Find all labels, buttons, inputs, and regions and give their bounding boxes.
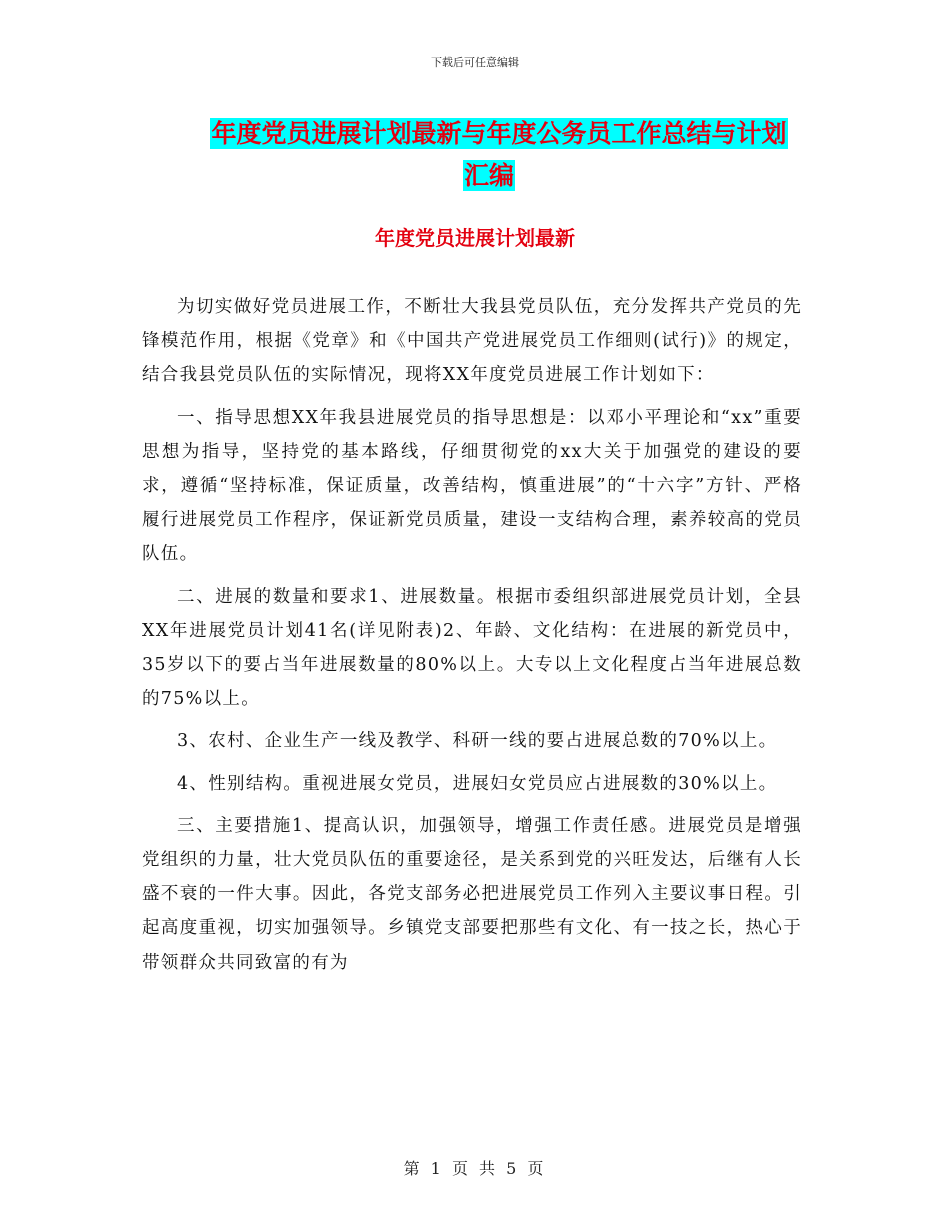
paragraph: 3、农村、企业生产一线及教学、科研一线的要占进展总数的70%以上。	[177, 731, 778, 752]
header-note: 下载后可任意编辑	[431, 56, 519, 69]
main-title-highlight-2: 汇编	[463, 161, 514, 190]
main-title-line2	[14, 156, 950, 192]
main-title-highlight-1: 年度党员进展计划最新与年度公务员工作总结与计划	[211, 119, 787, 148]
body-text	[142, 290, 802, 988]
paragraph: 为切实做好党员进展工作，不断壮大我县党员队伍，充分发挥共产党员的先锋模范作用，根据《党章》和《中国共产党进展党员工作细则(试行)》的规定，结合我县党员队伍的实际情况，现将XX年度党员进展工作计划如下：	[142, 297, 802, 386]
main-title-line1	[24, 114, 950, 150]
page-footer: 第 1 页 共 5 页	[403, 1159, 547, 1178]
section-title: 年度党员进展计划最新	[375, 226, 575, 250]
paragraph: 二、进展的数量和要求1、进展数量。根据市委组织部进展党员计划，全县XX年进展党员计划41名(详见附表)2、年龄、文化结构：在进展的新党员中，35岁以下的要占当年进展数量的80%以上。大专以上文化程度占当年进展总数的75%以上。	[142, 586, 802, 710]
paragraph: 4、性别结构。重视进展女党员，进展妇女党员应占进展数的30%以上。	[177, 773, 778, 794]
paragraph: 一、指导思想XX年我县进展党员的指导思想是：以邓小平理论和“xx”重要思想为指导，坚持党的基本路线，仔细贯彻党的xx大关于加强党的建设的要求，遵循“坚持标准，保证质量，改善结构，慎重进展”的“十六字”方针、严格履行进展党员工作程序，保证新党员质量，建设一支结构合理，素养较高的党员队伍。	[142, 407, 802, 565]
paragraph: 三、主要措施1、提高认识，加强领导，增强工作责任感。进展党员是增强党组织的力量，壮大党员队伍的重要途径，是关系到党的兴旺发达，后继有人长盛不衰的一件大事。因此，各党支部务必把进展党员工作列入主要议事日程。引起高度重视，切实加强领导。乡镇党支部要把那些有文化、有一技之长，热心于带领群众共同致富的有为	[142, 815, 802, 973]
